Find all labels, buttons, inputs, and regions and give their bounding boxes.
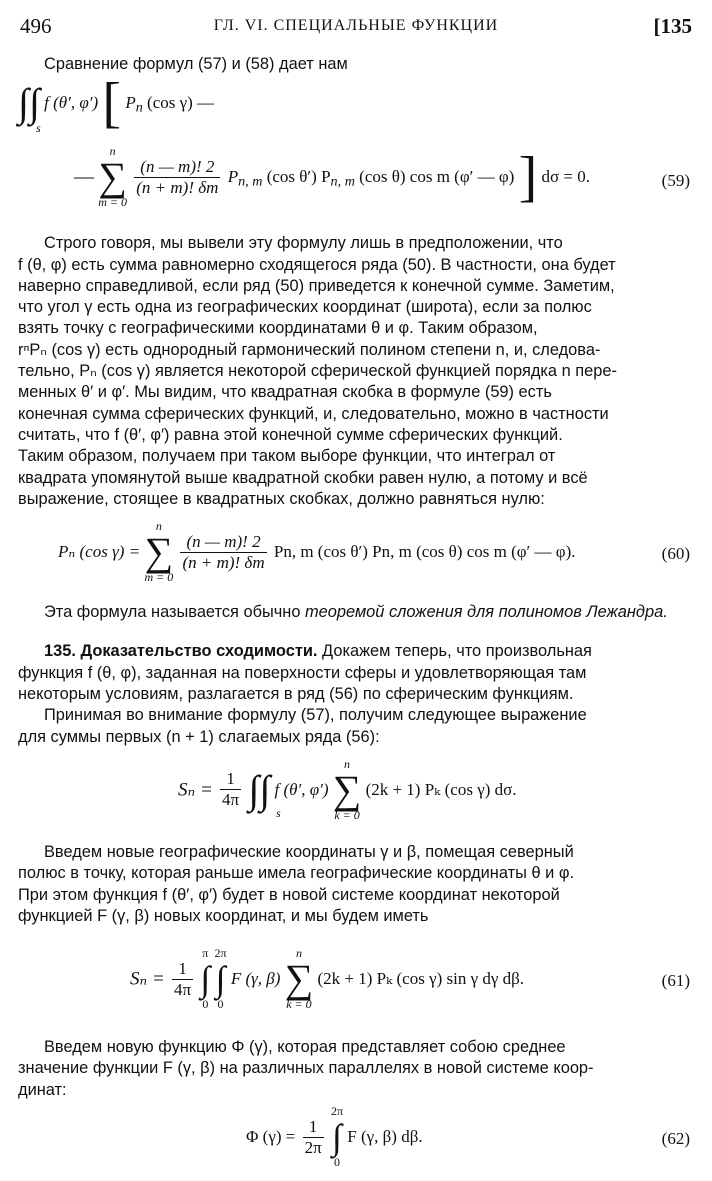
sum-lower: m = 0 <box>144 570 174 585</box>
term-p1: P <box>227 167 239 187</box>
sn-lhs: Sₙ = <box>178 779 213 801</box>
paragraph-line: функцией F (γ, β) новых координат, и мы будем иметь <box>18 906 429 925</box>
sigma-symbol: ∑ <box>98 154 127 200</box>
integral-upper: π <box>202 946 209 961</box>
coefficient-fraction <box>134 157 220 198</box>
pn-subscript: n <box>135 99 143 116</box>
double-integral-symbol: ∫∫ <box>248 766 271 812</box>
pn-symbol: P <box>125 93 136 113</box>
integral-symbol: ∫ <box>332 1117 342 1158</box>
term-end: (cos θ) cos m (φ′ — φ) <box>359 167 515 187</box>
equation-number-59: (59) <box>661 171 690 191</box>
paragraph-line: считать, что f (θ′, φ′) равна этой конечной сумме сферических функций. <box>18 425 563 444</box>
section-marker: [135 <box>653 14 692 38</box>
equation-61 <box>18 933 694 1029</box>
section-heading: 135. Доказательство сходимости. <box>44 642 318 661</box>
paragraph-line: f (θ, φ) есть сумма равномерно сходящегося ряда (50). В частности, она будет <box>18 255 616 274</box>
sum-lower: m = 0 <box>98 195 128 210</box>
paragraph-line: Введем новую функцию Φ (γ), которая представляет собою среднее <box>44 1038 566 1057</box>
section-line: Докажем теперь, что произвольная <box>322 642 592 661</box>
section-135 <box>18 641 694 705</box>
summation <box>98 145 127 209</box>
paragraph-line: При этом функция f (θ′, φ′) будет в новой системе координат некоторой <box>18 885 560 904</box>
fraction-numerator: 1 <box>220 769 241 790</box>
paragraph-2 <box>18 602 694 623</box>
integral-lower: 0 <box>333 1155 340 1170</box>
paragraph-line: Строго говоря, мы вывели эту формулу лишь в предположении, что <box>44 234 563 253</box>
equation-60 <box>18 516 694 598</box>
summation <box>333 758 362 822</box>
sum-upper: n <box>109 144 116 159</box>
sn-fraction <box>220 769 241 810</box>
term-mid: (cos θ′) P <box>266 167 331 187</box>
sum-upper: n <box>344 756 351 771</box>
section-first-line <box>18 641 694 662</box>
integral-upper: 2π <box>330 1104 344 1119</box>
sigma-symbol: ∑ <box>144 529 174 575</box>
paragraph-line: полюс в точку, которая раньше имела географические координаты θ и φ. <box>18 864 575 883</box>
paragraph-line: Введем новые географические координаты γ и β, помещая северный <box>44 842 574 861</box>
right-bracket: ] <box>518 146 538 209</box>
paragraph-line: тельно, Pₙ (cos γ) является некоторой сферической функцией порядка n пере- <box>18 362 617 381</box>
page-number: 496 <box>20 14 52 38</box>
sn-rest: (2k + 1) Pₖ (cos γ) dσ. <box>365 779 517 799</box>
sigma-symbol: ∑ <box>332 766 362 812</box>
coefficient-fraction <box>180 532 266 573</box>
section-line: функция f (θ, φ), заданная на поверхности сферы и удовлетворяющая там <box>18 663 587 682</box>
integral-symbol: ∫ <box>215 959 226 1000</box>
pn-argument: (cos γ) — <box>147 93 215 113</box>
paragraph-line: Таким образом, получаем при таком выборе функции, что интеграл от <box>18 447 556 466</box>
sum-lower: k = 0 <box>286 997 312 1012</box>
paragraph-2-lead: Эта формула называется обычно <box>44 603 301 622</box>
eq60-lhs: Pₙ (cos γ) = <box>58 542 141 562</box>
fraction-denominator: 4π <box>174 979 192 999</box>
paragraph-5 <box>18 1037 694 1101</box>
integral-upper: 2π <box>214 946 227 961</box>
chapter-title: ГЛ. VI. СПЕЦИАЛЬНЫЕ ФУНКЦИИ <box>213 17 499 34</box>
equation-number-61: (61) <box>661 971 690 991</box>
equation-number-60: (60) <box>661 544 690 564</box>
fraction-numerator: 1 <box>172 959 193 980</box>
double-integral-symbol: ∫∫ <box>18 80 40 126</box>
minus-sign: — <box>74 165 94 188</box>
sum-upper: n <box>295 946 302 961</box>
integral-domain: s <box>36 121 41 136</box>
equation-number-62: (62) <box>661 1129 690 1149</box>
equation-tail: dσ = 0. <box>541 167 591 187</box>
eq60-rest: Pn, m (cos θ′) Pn, m (cos θ) cos m (φ′ — φ). <box>273 542 576 562</box>
fraction-numerator: (n — m)! 2 <box>134 157 220 178</box>
fraction-numerator: 1 <box>303 1117 324 1138</box>
eq62-fraction <box>303 1117 324 1158</box>
paragraph-line: для суммы первых (n + 1) слагаемых ряда (56): <box>18 727 380 746</box>
integrand: f (θ′, φ′) <box>44 93 99 113</box>
term-p1-sub: n, m <box>238 173 263 190</box>
paragraph-2-emphasis: теоремой сложения для полиномов Лежандра. <box>305 603 668 622</box>
summation <box>285 947 314 1011</box>
fraction-numerator: (n — m)! 2 <box>180 532 266 553</box>
paragraph-line: что угол γ есть одна из географических координат (широта), если за полюс <box>18 298 592 317</box>
term-p2-sub: n, m <box>330 173 355 190</box>
integral-2 <box>215 947 227 1011</box>
fraction-denominator: 2π <box>304 1137 322 1157</box>
fraction-denominator: (n + m)! δm <box>182 552 265 572</box>
fraction-denominator: (n + m)! δm <box>136 177 219 197</box>
integral-lower: 0 <box>202 997 209 1012</box>
sigma-symbol: ∑ <box>284 956 314 1002</box>
equation-sn <box>18 748 694 834</box>
paragraph-4 <box>18 842 694 927</box>
left-bracket: [ <box>102 72 122 135</box>
paragraph-line: менных θ′ и φ′. Мы видим, что квадратная скобка в формуле (59) есть <box>18 383 552 402</box>
sum-lower: k = 0 <box>334 807 360 822</box>
paragraph-line: выражение, стоящее в квадратных скобках, должно равняться нулю: <box>18 489 545 508</box>
paragraph-line: rⁿPₙ (cos γ) есть однородный гармонический полином степени n, и, следова- <box>18 340 601 359</box>
integral <box>331 1105 343 1169</box>
paragraph-line: квадрата упомянутой выше квадратной скобки равен нулю, а потому и всё <box>18 468 588 487</box>
integral-domain: s <box>276 805 281 820</box>
paragraph-line: значение функции F (γ, β) на различных параллелях в новой системе коор- <box>18 1059 594 1078</box>
eq61-rest: (2k + 1) Pₖ (cos γ) sin γ dγ dβ. <box>317 969 525 989</box>
integral-lower: 0 <box>217 997 224 1012</box>
integral-1 <box>200 947 210 1011</box>
eq61-fraction <box>172 959 193 1000</box>
equation-62 <box>18 1101 694 1181</box>
eq62-rest: F (γ, β) dβ. <box>347 1127 423 1147</box>
paragraph-1 <box>18 233 694 510</box>
eq61-lhs: Sₙ = <box>130 968 165 990</box>
paragraph-line: взять точку с географическими координатами θ и φ. Таким образом, <box>18 319 538 338</box>
fraction-denominator: 4π <box>222 790 240 810</box>
equation-59 <box>18 72 694 225</box>
sn-integrand: f (θ′, φ′) <box>274 779 329 799</box>
paragraph-3 <box>18 705 694 748</box>
integral-symbol: ∫ <box>200 959 211 1000</box>
paragraph-line: конечная сумма сферических функций, и, следовательно, можно в частности <box>18 404 609 423</box>
eq62-lhs: Φ (γ) = <box>246 1127 296 1147</box>
paragraph-line: Принимая во внимание формулу (57), получим следующее выражение <box>44 706 587 725</box>
paragraph-line: динат: <box>18 1080 67 1099</box>
book-page <box>18 10 694 1181</box>
page-header <box>18 10 694 42</box>
section-line: некоторым условиям, разлагается в ряд (56) по сферическим функциям. <box>18 685 574 704</box>
summation <box>144 520 173 584</box>
sum-upper: n <box>155 519 162 534</box>
eq61-integrand: F (γ, β) <box>230 969 281 989</box>
intro-line: Сравнение формул (57) и (58) дает нам <box>44 55 348 73</box>
paragraph-line: наверно справедливой, если ряд (50) приведется к конечной сумме. Заметим, <box>18 276 615 295</box>
